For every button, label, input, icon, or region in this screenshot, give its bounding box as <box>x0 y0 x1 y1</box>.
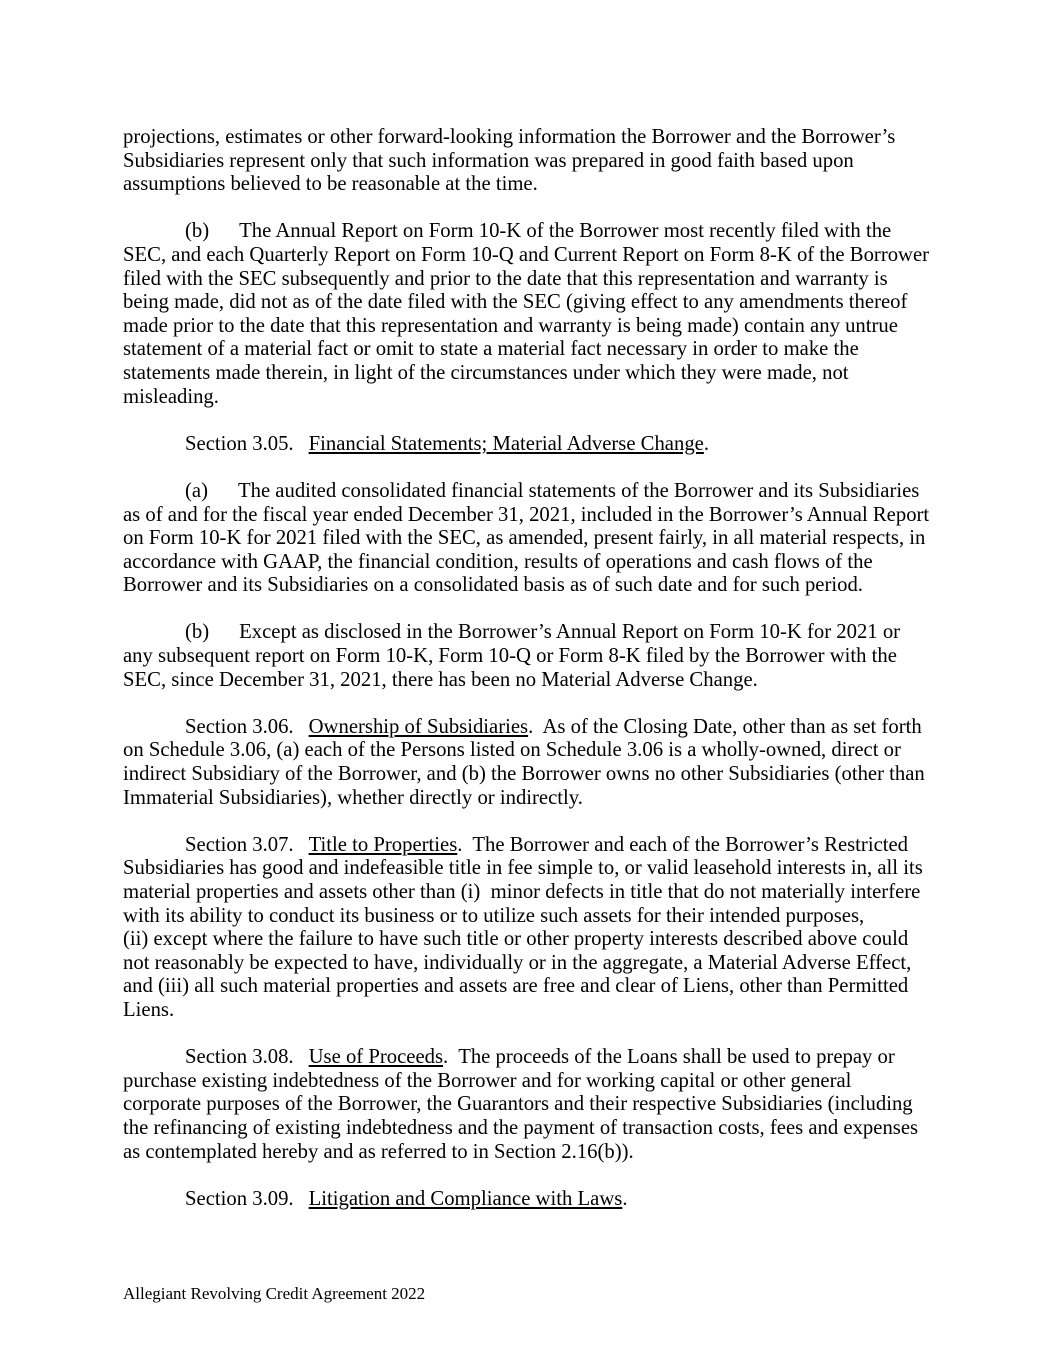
section-3-06-ownership <box>123 716 933 810</box>
section-label: Section 3.08. <box>185 1046 294 1069</box>
clause-b-annual-report <box>123 220 933 409</box>
clause-a-financial-statements <box>123 480 933 598</box>
paragraph-text: projections, estimates or other forward-looking information the Borrower and the Borrower’s Subsidiaries represent only that such information was prepared in good faith based upon assumptions believed to be reasonable at the time. <box>123 126 896 196</box>
clause-marker: (b) <box>185 621 210 644</box>
paragraph-text: The audited consolidated financial statements of the Borrower and its Subsidiaries as of and for the fiscal year ended December 31, 2021, included in the Borrower’s Annual Report on Form 10-K for 2021 filed with the SEC, as amended, present fairly, in all material respects, in accordance with GAAP, the financial condition, results of operations and cash flows of the Borrower and its Subsidiaries on a consolidated basis as of such date and for such period. <box>123 479 930 597</box>
section-title-suffix: . <box>703 432 710 455</box>
section-3-08-use-of-proceeds <box>123 1046 933 1164</box>
section-title: Use of Proceeds <box>308 1046 444 1069</box>
clause-marker: (a) <box>185 479 208 502</box>
section-label: Section 3.06. <box>185 715 294 738</box>
clause-b-material-adverse-change <box>123 621 933 692</box>
section-title: Financial Statements; Material Adverse Change <box>308 432 704 455</box>
section-title: Ownership of Subsidiaries <box>308 715 529 738</box>
section-body: . As of the Closing Date, other than as set forth on Schedule 3.06, (a) each of the Persons listed on Schedule 3.06 is a wholly-owned, direct or indirect Subsidiary of the Borrower, and (b) the Borrower owns no other Subsidiaries (other than Immaterial Subsidiaries), whether directly or indirectly. <box>123 715 925 809</box>
paragraph-continuation <box>123 126 933 197</box>
paragraph-text: The Annual Report on Form 10-K of the Borrower most recently filed with the SEC, and each Quarterly Report on Form 10-Q and Current Report on Form 8-K of the Borrower filed with the SEC subsequently and prior to the date that this representation and warranty is being made, did not as of the date filed with the SEC (giving effect to any amendments thereof made prior to the date that this representation and warranty is being made) contain any untrue statement of a material fact or omit to state a material fact necessary in order to make the statements made therein, in light of the circumstances under which they were made, not misleading. <box>123 220 930 408</box>
section-3-07-title-to-properties <box>123 834 933 1023</box>
clause-marker: (b) <box>185 220 210 243</box>
page-footer <box>123 1284 425 1304</box>
section-title-suffix: . <box>622 1187 628 1210</box>
footer-text: Allegiant Revolving Credit Agreement 2022 <box>123 1284 426 1303</box>
document-body <box>123 126 933 1235</box>
section-label: Section 3.05. <box>185 432 294 455</box>
section-body: . The Borrower and each of the Borrower’s Restricted Subsidiaries has good and indefeasible title in fee simple to, or valid leasehold interests in, all its material properties and assets other than (i) minor defects in title that do not materially interfere with its ability to conduct its business or to utilize such assets for their intended purposes, (ii) except where the failure to have such title or other property interests described above could not reasonably be expected to have, individually or in the aggregate, a Material Adverse Effect, and (iii) all such material properties and assets are free and clear of Liens, other than Permitted Liens. <box>123 833 923 1021</box>
section-label: Section 3.09. <box>185 1187 294 1210</box>
section-label: Section 3.07. <box>185 833 294 856</box>
section-title: Litigation and Compliance with Laws <box>308 1187 623 1210</box>
section-title: Title to Properties <box>308 833 458 856</box>
section-body: . The proceeds of the Loans shall be used to prepay or purchase existing indebtedness of the Borrower and for working capital or other general corporate purposes of the Borrower, the Guarantors and their respective Subsidiaries (including the refinancing of existing indebtedness and the payment of transaction costs, fees and expenses as contemplated hereby and as referred to in Section 2.16(b)). <box>123 1046 919 1163</box>
section-3-09-heading <box>123 1188 933 1212</box>
paragraph-text: Except as disclosed in the Borrower’s Annual Report on Form 10-K for 2021 or any subsequent report on Form 10-K, Form 10-Q or Form 8-K filed by the Borrower with the SEC, since December 31, 2021, there has been no Material Adverse Change. <box>123 621 901 691</box>
section-3-05-heading <box>123 433 933 457</box>
